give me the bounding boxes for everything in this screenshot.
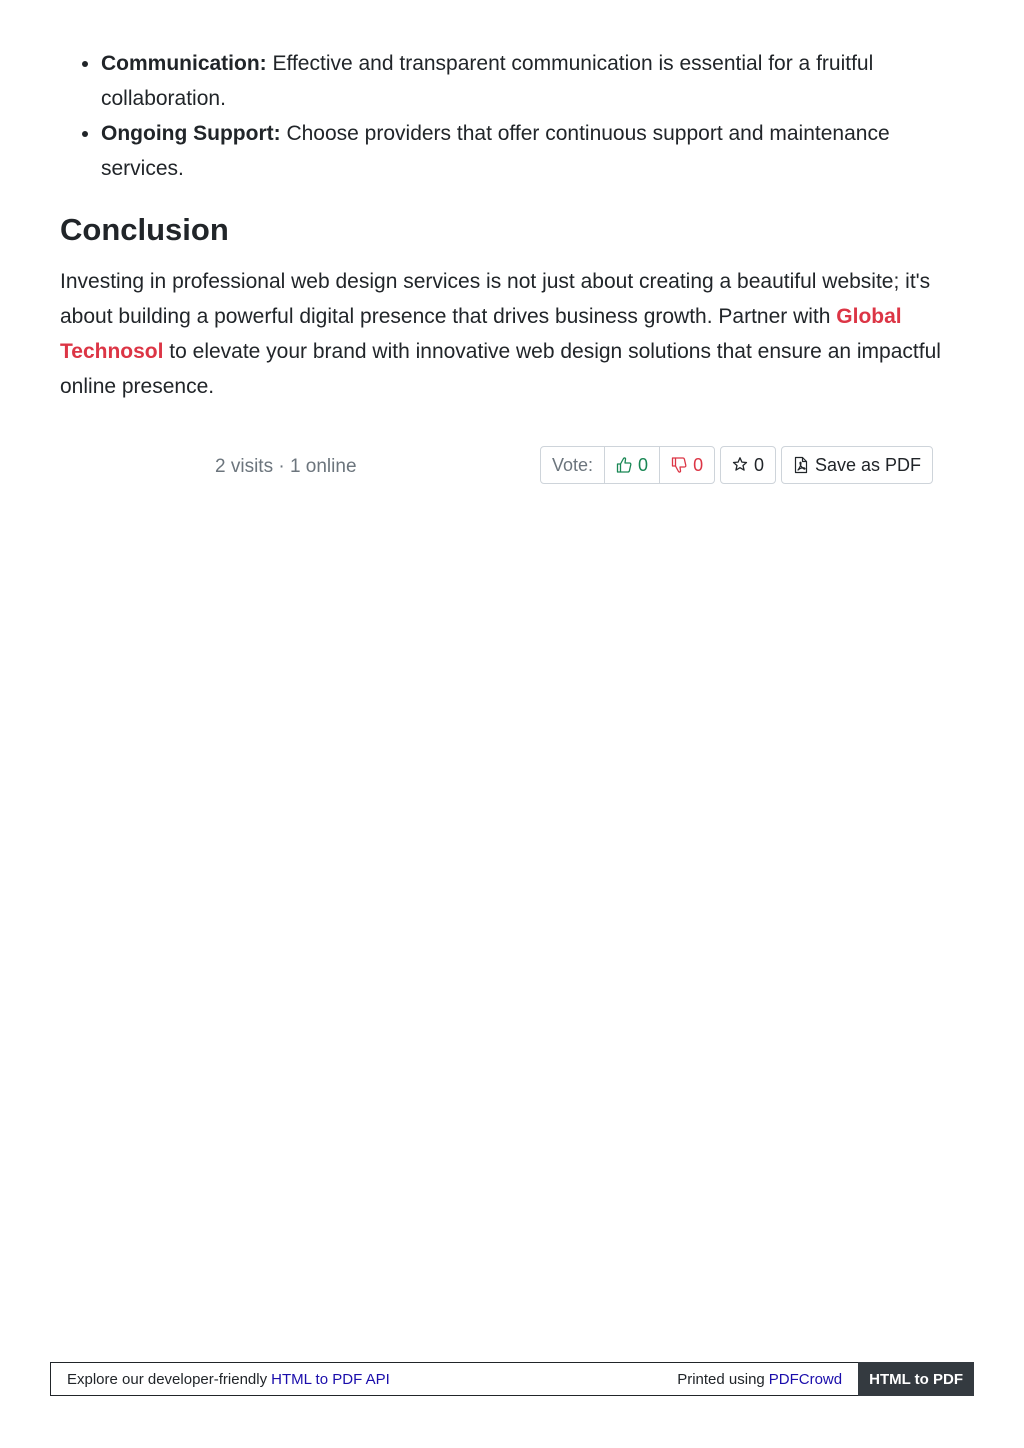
section-heading: Conclusion (60, 212, 229, 247)
conclusion-text-before: Investing in professional web design services is not just about creating a beautiful website; it's about building a powerful digital presence that drives business growth. Partner with (60, 270, 931, 328)
pdfcrowd-link[interactable]: PDFCrowd (768, 1370, 843, 1388)
list-item-text: Choose providers that offer continuous support and maintenance services. (101, 122, 890, 180)
star-count: 0 (754, 454, 765, 475)
article-content (60, 46, 970, 404)
save-as-pdf-button[interactable] (781, 446, 933, 484)
html-to-pdf-api-link[interactable]: HTML to PDF API (271, 1370, 390, 1388)
list-item (101, 46, 970, 116)
pdfcrowd-footer (50, 1362, 974, 1396)
post-meta-row (0, 446, 1024, 488)
save-pdf-segment (782, 447, 932, 483)
global-technosol-link[interactable]: Global Technosol (60, 305, 902, 363)
footer-right (677, 1363, 858, 1395)
vote-group (540, 446, 715, 484)
list-item-term: Ongoing Support: (101, 122, 281, 145)
vote-label: Vote: (552, 454, 594, 475)
thumbs-up-icon (616, 456, 632, 474)
save-pdf-label: Save as PDF (815, 454, 922, 475)
conclusion-text-after: to elevate your brand with innovative web design solutions that ensure an impactful online presence. (60, 340, 941, 398)
footer-left-text: Explore our developer-friendly (67, 1370, 268, 1388)
list-item-term: Communication: (101, 52, 267, 75)
footer-right-text: Printed using (677, 1370, 765, 1388)
upvote-button[interactable] (604, 447, 659, 483)
visit-stats: 2 visits · 1 online (215, 456, 357, 477)
upvote-count: 0 (638, 454, 649, 475)
list-item (101, 116, 970, 186)
conclusion-paragraph (60, 264, 970, 404)
thumbs-down-icon (671, 456, 687, 474)
list-item-text: Effective and transparent communication is essential for a fruitful collaboration. (101, 52, 874, 110)
downvote-button[interactable] (659, 447, 714, 483)
footer-left (51, 1363, 677, 1395)
star-icon (732, 456, 748, 474)
pdf-file-icon (793, 456, 809, 474)
star-button[interactable] (720, 446, 776, 484)
downvote-count: 0 (693, 454, 704, 475)
bullet-list (60, 46, 970, 186)
html-to-pdf-cta-button[interactable]: HTML to PDF (858, 1362, 974, 1396)
star-segment (721, 447, 775, 483)
